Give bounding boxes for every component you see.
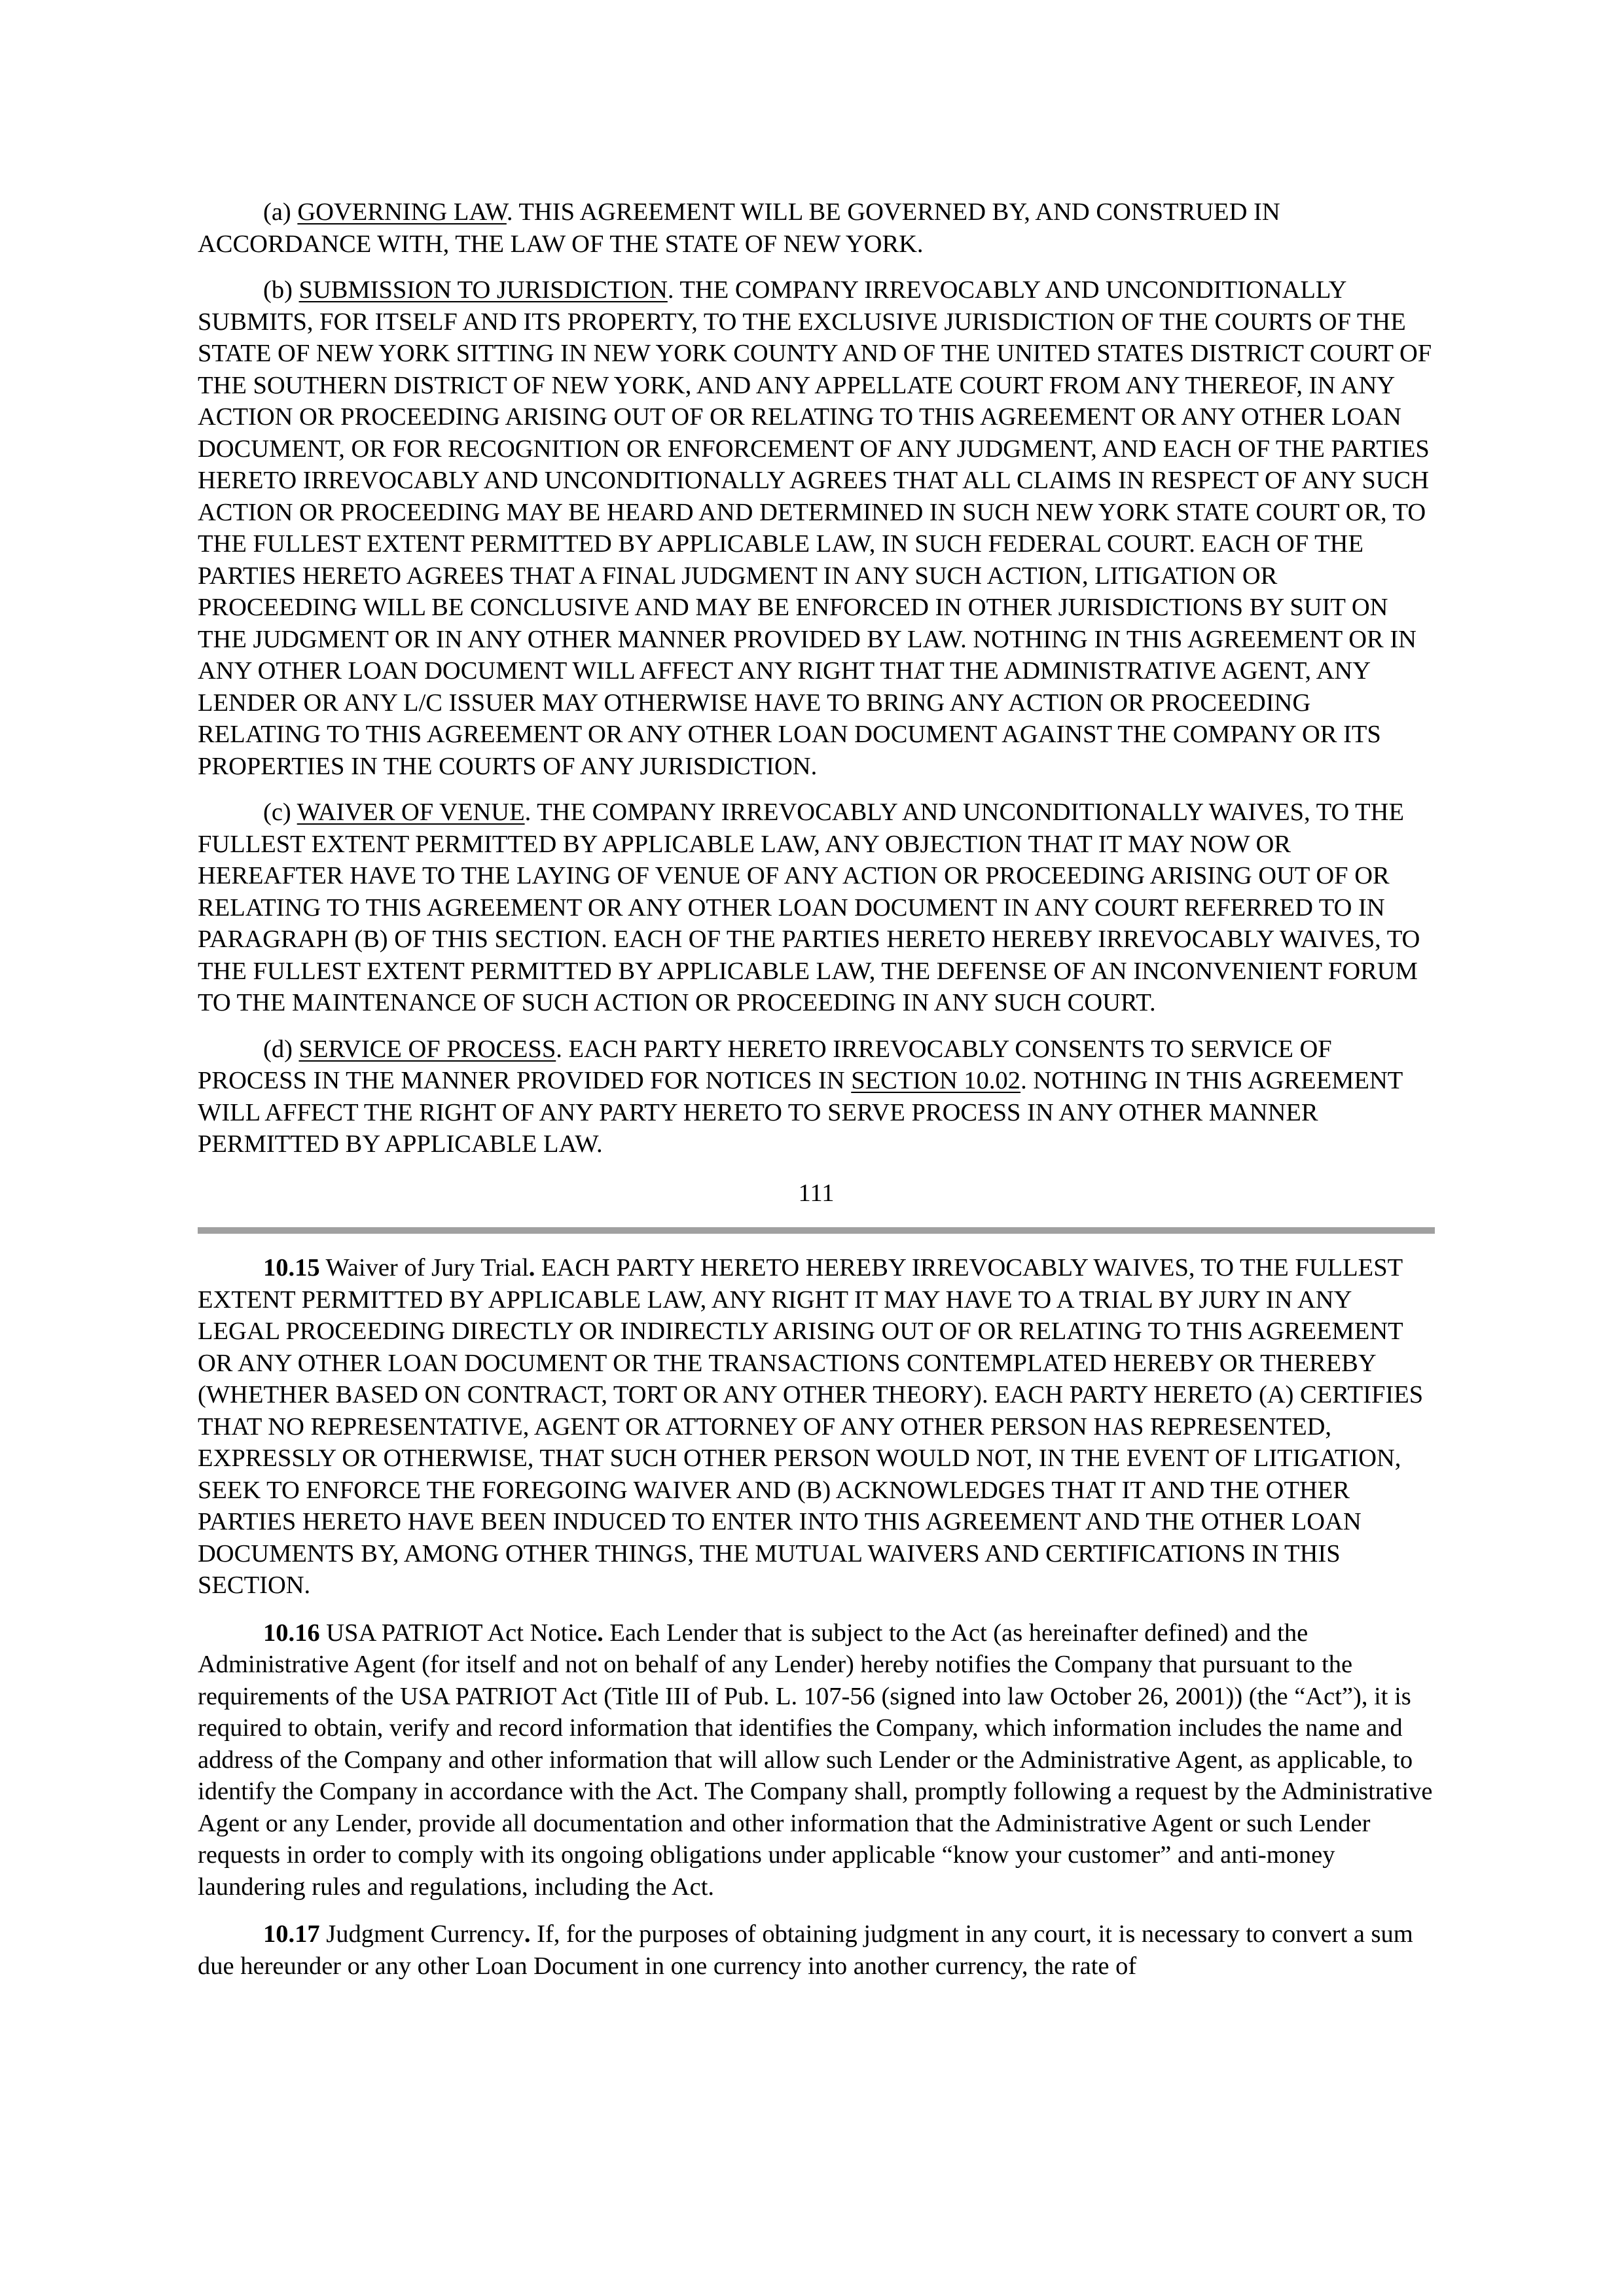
paragraph-body: . THIS AGREEMENT WILL BE GOVERNED BY, AND CONSTRUED IN ACCORDANCE WITH, THE LAW OF THE STATE OF NEW YORK. <box>198 198 1280 258</box>
paragraph-governing-law <box>198 196 1435 260</box>
section-10-17 <box>198 1918 1435 1982</box>
paragraph-service-of-process <box>198 1033 1435 1160</box>
section-title: Waiver of Jury Trial <box>319 1254 529 1282</box>
page-number: 111 <box>798 1179 835 1207</box>
paragraph-waiver-of-venue <box>198 797 1435 1019</box>
section-number: 10.15 <box>263 1254 320 1282</box>
paragraph-body: . NOTHING IN THIS AGREEMENT WILL AFFECT THE RIGHT OF ANY PARTY HERETO TO SERVE PROCESS IN ANY OTHER MANNER PERMITTED BY APPLICABLE LAW. <box>198 1067 1403 1158</box>
paragraph-prefix: (a) <box>263 198 298 226</box>
section-title: USA PATRIOT Act Notice <box>319 1619 598 1647</box>
section-body: Each Lender that is subject to the Act (as hereinafter defined) and the Administrative Agent (for itself and not on behalf of any Lender) hereby notifies the Company that pursuant to the requirements of the USA PATRIOT Act (Title III of Pub. L. 107-56 (signed into law October 26, 2001)) (the “Act”), it is required to obtain, verify and record information that identifies the Company, which information includes the name and address of the Company and other information that will allow such Lender or the Administrative Agent, as applicable, to identify the Company in accordance with the Act. The Company shall, promptly following a request by the Administrative Agent or any Lender, provide all documentation and other information that the Administrative Agent or such Lender requests in order to comply with its ongoing obligations under applicable “know your customer” and anti-money laundering rules and regulations, including the Act. <box>198 1619 1433 1901</box>
paragraph-heading: GOVERNING LAW <box>297 198 507 226</box>
section-reference-link[interactable]: SECTION 10.02 <box>851 1067 1021 1094</box>
paragraph-heading: SERVICE OF PROCESS <box>298 1035 556 1063</box>
section-number: 10.16 <box>263 1619 320 1647</box>
section-title-dot: . <box>597 1619 604 1647</box>
section-title: Judgment Currency <box>319 1920 524 1948</box>
section-10-15 <box>198 1252 1435 1602</box>
paragraph-heading: WAIVER OF VENUE <box>297 798 525 826</box>
section-number: 10.17 <box>263 1920 320 1948</box>
section-10-16 <box>198 1617 1435 1903</box>
paragraph-submission-to-jurisdiction <box>198 274 1435 782</box>
next-page-content <box>198 1252 1435 1982</box>
paragraph-prefix: (d) <box>263 1035 299 1063</box>
section-body: If, for the purposes of obtaining judgment in any court, it is necessary to convert a sum due hereunder or any other Loan Document in one currency into another currency, the rate of <box>198 1920 1413 1980</box>
paragraph-body: . THE COMPANY IRREVOCABLY AND UNCONDITIONALLY WAIVES, TO THE FULLEST EXTENT PERMITTED BY APPLICABLE LAW, ANY OBJECTION THAT IT MAY NOW OR HEREAFTER HAVE TO THE LAYING OF VENUE OF ANY ACTION OR PROCEEDING ARISING OUT OF OR RELATING TO THIS AGREEMENT OR ANY OTHER LOAN DOCUMENT IN ANY COURT REFERRED TO IN PARAGRAPH (B) OF THIS SECTION. EACH OF THE PARTIES HERETO HEREBY IRREVOCABLY WAIVES, TO THE FULLEST EXTENT PERMITTED BY APPLICABLE LAW, THE DEFENSE OF AN INCONVENIENT FORUM TO THE MAINTENANCE OF SUCH ACTION OR PROCEEDING IN ANY SUCH COURT. <box>198 798 1420 1016</box>
page-break-divider <box>198 1227 1435 1234</box>
paragraph-body: . THE COMPANY IRREVOCABLY AND UNCONDITIONALLY SUBMITS, FOR ITSELF AND ITS PROPERTY, TO THE EXCLUSIVE JURISDICTION OF THE COURTS OF THE STATE OF NEW YORK SITTING IN NEW YORK COUNTY AND OF THE UNITED STATES DISTRICT COURT OF THE SOUTHERN DISTRICT OF NEW YORK, AND ANY APPELLATE COURT FROM ANY THEREOF, IN ANY ACTION OR PROCEEDING ARISING OUT OF OR RELATING TO THIS AGREEMENT OR ANY OTHER LOAN DOCUMENT, OR FOR RECOGNITION OR ENFORCEMENT OF ANY JUDGMENT, AND EACH OF THE PARTIES HERETO IRREVOCABLY AND UNCONDITIONALLY AGREES THAT ALL CLAIMS IN RESPECT OF ANY SUCH ACTION OR PROCEEDING MAY BE HEARD AND DETERMINED IN SUCH NEW YORK STATE COURT OR, TO THE FULLEST EXTENT PERMITTED BY APPLICABLE LAW, IN SUCH FEDERAL COURT. EACH OF THE PARTIES HERETO AGREES THAT A FINAL JUDGMENT IN ANY SUCH ACTION, LITIGATION OR PROCEEDING WILL BE CONCLUSIVE AND MAY BE ENFORCED IN OTHER JURISDICTIONS BY SUIT ON THE JUDGMENT OR IN ANY OTHER MANNER PROVIDED BY LAW. NOTHING IN THIS AGREEMENT OR IN ANY OTHER LOAN DOCUMENT WILL AFFECT ANY RIGHT THAT THE ADMINISTRATIVE AGENT, ANY LENDER OR ANY L/C ISSUER MAY OTHERWISE HAVE TO BRING ANY ACTION OR PROCEEDING RELATING TO THIS AGREEMENT OR ANY OTHER LOAN DOCUMENT AGAINST THE COMPANY OR ITS PROPERTIES IN THE COURTS OF ANY JURISDICTION. <box>198 276 1432 780</box>
paragraph-heading: SUBMISSION TO JURISDICTION <box>298 276 668 304</box>
section-title-dot: . <box>528 1254 535 1282</box>
paragraph-prefix: (b) <box>263 276 299 304</box>
document-page <box>198 196 1435 1998</box>
paragraph-prefix: (c) <box>263 798 297 826</box>
section-body: EACH PARTY HERETO HEREBY IRREVOCABLY WAIVES, TO THE FULLEST EXTENT PERMITTED BY APPLICABLE LAW, ANY RIGHT IT MAY HAVE TO A TRIAL BY JURY IN ANY LEGAL PROCEEDING DIRECTLY OR INDIRECTLY ARISING OUT OF OR RELATING TO THIS AGREEMENT OR ANY OTHER LOAN DOCUMENT OR THE TRANSACTIONS CONTEMPLATED HEREBY OR THEREBY (WHETHER BASED ON CONTRACT, TORT OR ANY OTHER THEORY). EACH PARTY HERETO (A) CERTIFIES THAT NO REPRESENTATIVE, AGENT OR ATTORNEY OF ANY OTHER PERSON HAS REPRESENTED, EXPRESSLY OR OTHERWISE, THAT SUCH OTHER PERSON WOULD NOT, IN THE EVENT OF LITIGATION, SEEK TO ENFORCE THE FOREGOING WAIVER AND (B) ACKNOWLEDGES THAT IT AND THE OTHER PARTIES HERETO HAVE BEEN INDUCED TO ENTER INTO THIS AGREEMENT AND THE OTHER LOAN DOCUMENTS BY, AMONG OTHER THINGS, THE MUTUAL WAIVERS AND CERTIFICATIONS IN THIS SECTION. <box>198 1254 1424 1599</box>
section-title-dot: . <box>524 1920 531 1948</box>
paragraph-body: . EACH PARTY HERETO IRREVOCABLY CONSENTS TO SERVICE OF PROCESS IN THE MANNER PROVIDED FOR NOTICES IN <box>198 1035 1332 1094</box>
